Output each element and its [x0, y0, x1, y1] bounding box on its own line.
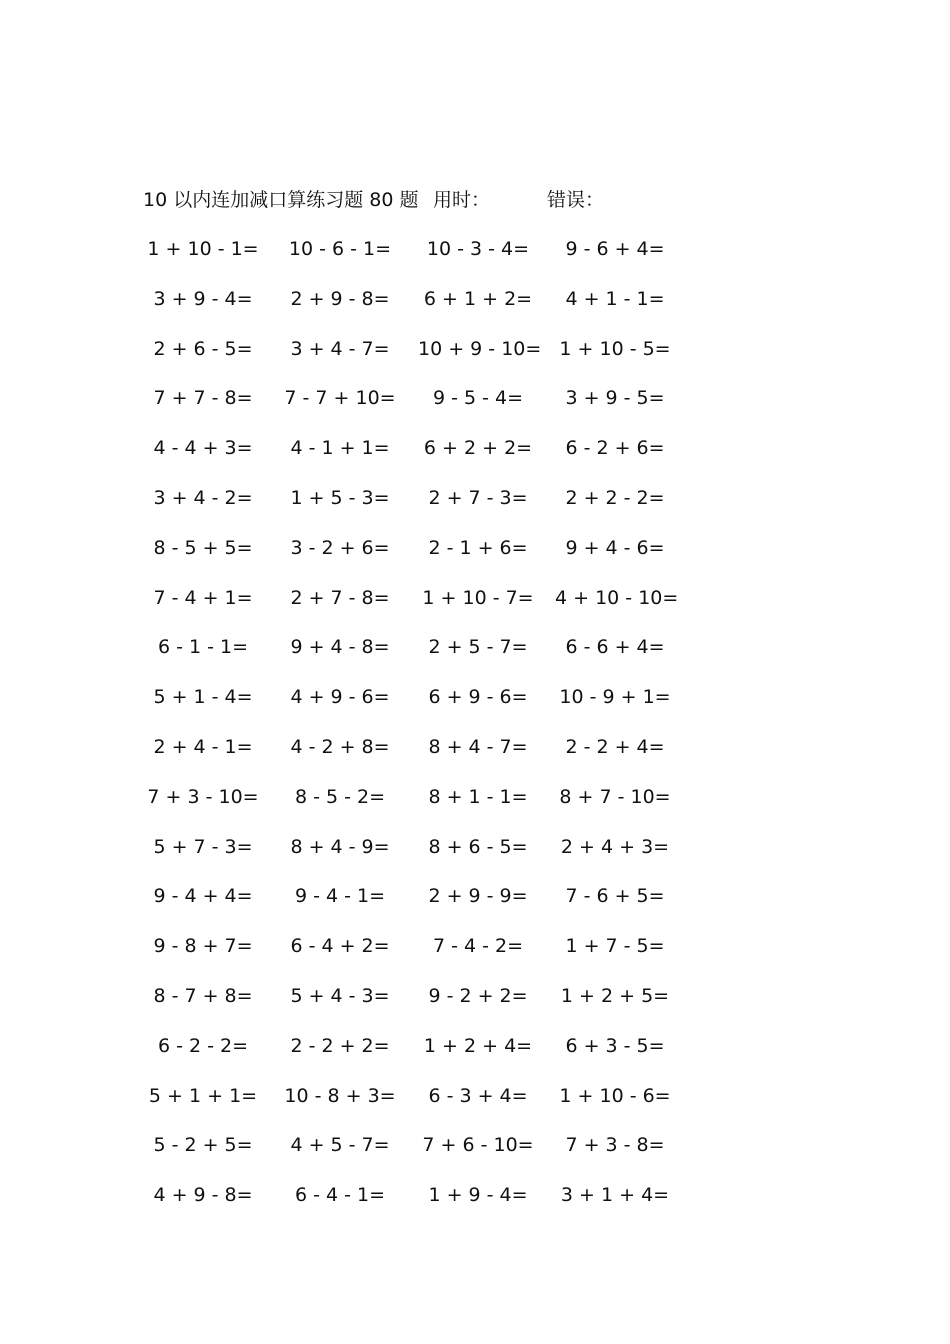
problem-item: 1 + 7 - 5=: [565, 935, 665, 958]
problem-item: 3 + 9 - 4=: [153, 287, 253, 310]
problem-item: 10 - 3 - 4=: [426, 238, 530, 260]
problem-item: 6 - 3 + 4=: [428, 1084, 528, 1107]
problem-item: 9 - 6 + 4=: [565, 238, 665, 260]
problem-item: 10 + 9 - 10=: [418, 337, 542, 360]
problem-item: 2 - 1 + 6=: [428, 536, 528, 559]
problem-item: 7 - 4 - 2=: [432, 935, 524, 958]
problem-row: [0, 483, 950, 533]
problem-item: 9 + 4 - 6=: [565, 536, 665, 559]
problem-item: 5 + 4 - 3=: [290, 984, 390, 1007]
problem-grid: [0, 234, 950, 1230]
problem-item: 5 + 1 + 1=: [148, 1084, 258, 1107]
problem-item: 2 + 2 - 2=: [565, 486, 665, 509]
problem-item: 4 + 1 - 1=: [565, 287, 665, 310]
problem-item: 2 + 7 - 8=: [290, 586, 390, 609]
problem-item: 8 - 7 + 8=: [153, 984, 253, 1007]
problem-item: 7 + 3 - 8=: [565, 1134, 665, 1157]
problem-item: 10 - 6 - 1=: [288, 238, 392, 260]
problem-item: 6 + 9 - 6=: [428, 686, 528, 709]
problem-item: 7 + 3 - 10=: [147, 785, 259, 808]
problem-item: 6 - 1 - 1=: [157, 636, 249, 659]
problem-item: 2 - 2 + 4=: [565, 735, 665, 758]
problem-row: [0, 234, 950, 284]
problem-item: 6 - 4 - 1=: [294, 1184, 386, 1207]
problem-item: 2 + 7 - 3=: [428, 486, 528, 509]
problem-item: 4 - 2 + 8=: [290, 735, 390, 758]
problem-item: 3 - 2 + 6=: [290, 536, 390, 559]
problem-item: 1 + 9 - 4=: [428, 1184, 528, 1207]
problem-item: 8 + 7 - 10=: [559, 785, 671, 808]
problem-row: [0, 832, 950, 882]
problem-item: 7 + 6 - 10=: [422, 1134, 534, 1157]
problem-row: [0, 533, 950, 583]
problem-row: [0, 981, 950, 1031]
problem-item: 9 - 2 + 2=: [428, 984, 528, 1007]
problem-item: 1 + 5 - 3=: [290, 486, 390, 509]
problem-item: 2 + 9 - 8=: [290, 287, 390, 310]
problem-item: 3 + 4 - 7=: [290, 337, 390, 360]
problem-item: 8 - 5 - 2=: [294, 785, 386, 808]
problem-item: 5 - 2 + 5=: [153, 1134, 253, 1157]
problem-row: [0, 732, 950, 782]
problem-row: [0, 1031, 950, 1081]
problem-item: 3 + 4 - 2=: [153, 486, 253, 509]
problem-item: 1 + 2 + 5=: [560, 984, 670, 1007]
problem-item: 1 + 10 - 7=: [422, 586, 534, 609]
problem-row: [0, 583, 950, 633]
problem-item: 8 + 4 - 9=: [290, 835, 390, 858]
problem-item: 2 + 4 + 3=: [560, 835, 670, 858]
problem-item: 9 - 5 - 4=: [432, 387, 524, 410]
problem-item: 1 + 2 + 4=: [423, 1034, 533, 1057]
problem-item: 8 + 4 - 7=: [428, 735, 528, 758]
problem-item: 3 + 1 + 4=: [560, 1184, 670, 1207]
problem-item: 6 + 1 + 2=: [423, 287, 533, 310]
errors-label: 错误：: [547, 189, 605, 211]
problem-item: 2 + 4 - 1=: [153, 735, 253, 758]
problem-item: 6 - 2 - 2=: [157, 1034, 249, 1057]
problem-row: [0, 881, 950, 931]
problem-item: 1 + 10 - 5=: [559, 337, 671, 360]
problem-item: 8 + 1 - 1=: [428, 785, 528, 808]
problem-item: 2 - 2 + 2=: [290, 1034, 390, 1057]
problem-row: [0, 682, 950, 732]
problem-item: 9 + 4 - 8=: [290, 636, 390, 659]
problem-row: [0, 284, 950, 334]
problem-item: 2 + 5 - 7=: [428, 636, 528, 659]
worksheet-header: [0, 186, 950, 214]
problem-item: 2 + 6 - 5=: [153, 337, 253, 360]
problem-item: 1 + 10 - 1=: [147, 238, 259, 260]
problem-item: 4 + 10 - 10=: [555, 586, 679, 609]
problem-item: 6 + 3 - 5=: [565, 1034, 665, 1057]
problem-item: 7 - 7 + 10=: [284, 387, 396, 410]
problem-item: 6 + 2 + 2=: [423, 437, 533, 460]
problem-row: [0, 383, 950, 433]
problem-item: 7 - 6 + 5=: [565, 885, 665, 908]
problem-item: 6 - 2 + 6=: [565, 437, 665, 460]
problem-item: 7 - 4 + 1=: [153, 586, 253, 609]
problem-row: [0, 931, 950, 981]
problem-item: 6 - 4 + 2=: [290, 935, 390, 958]
problem-row: [0, 1130, 950, 1180]
problem-item: 8 - 5 + 5=: [153, 536, 253, 559]
problem-item: 9 - 4 + 4=: [153, 885, 253, 908]
problem-item: 6 - 6 + 4=: [565, 636, 665, 659]
problem-item: 9 - 8 + 7=: [153, 935, 253, 958]
problem-item: 5 + 1 - 4=: [153, 686, 253, 709]
time-used-label: 用时：: [433, 189, 491, 211]
problem-item: 1 + 10 - 6=: [559, 1084, 671, 1107]
problem-item: 2 + 9 - 9=: [428, 885, 528, 908]
problem-item: 3 + 9 - 5=: [565, 387, 665, 410]
problem-item: 10 - 8 + 3=: [284, 1084, 396, 1107]
problem-item: 5 + 7 - 3=: [153, 835, 253, 858]
problem-row: [0, 1180, 950, 1230]
problem-item: 4 + 9 - 8=: [153, 1184, 253, 1207]
problem-item: 9 - 4 - 1=: [294, 885, 386, 908]
problem-item: 4 + 5 - 7=: [290, 1134, 390, 1157]
problem-item: 8 + 6 - 5=: [428, 835, 528, 858]
problem-row: [0, 1081, 950, 1131]
problem-item: 4 - 1 + 1=: [290, 437, 390, 460]
problem-row: [0, 334, 950, 384]
problem-item: 4 - 4 + 3=: [153, 437, 253, 460]
problem-item: 7 + 7 - 8=: [153, 387, 253, 410]
problem-row: [0, 433, 950, 483]
problem-row: [0, 782, 950, 832]
worksheet-title: 10 以内连加减口算练习题 80 题: [143, 189, 419, 211]
problem-item: 4 + 9 - 6=: [290, 686, 390, 709]
problem-row: [0, 632, 950, 682]
problem-item: 10 - 9 + 1=: [559, 686, 671, 709]
